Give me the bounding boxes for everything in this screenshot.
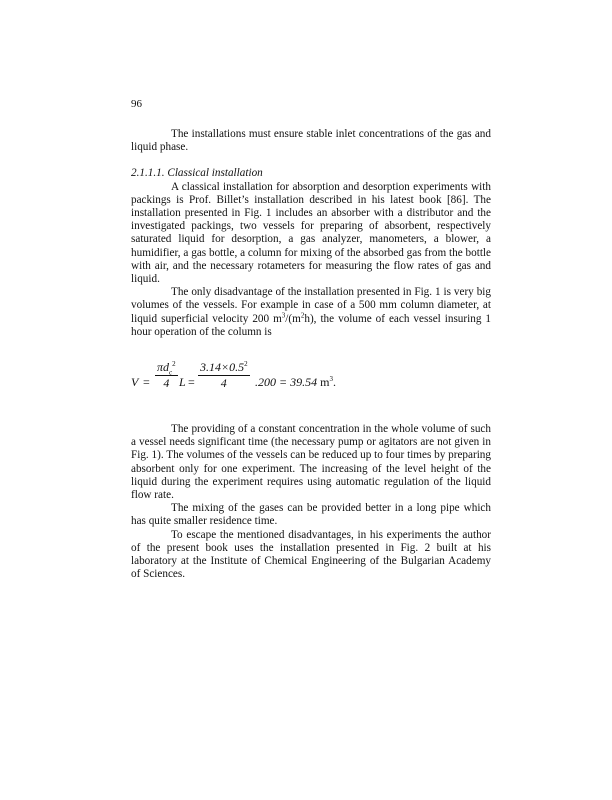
formula-unit: m — [320, 375, 330, 390]
formula-L: L — [179, 375, 186, 390]
frac2-num-sup: 2 — [244, 360, 248, 369]
section-heading: 2.1.1.1. Classical installation — [131, 167, 263, 180]
paragraph-gas-mixing: The mixing of the gases can be provided better in a long pipe which has quite smaller residence time. — [131, 502, 491, 528]
paragraph-classical-installation: A classical installation for absorption and desorption experiments with packings is Prof. Billet’s installation described in his latest book [86]. The installation presented in Fig. 1 includes an absorber with a distributor and the investigated packings, two vessels for preparing of absorbent, respectively saturated liquid for desorption, a gas analyzer, manometers, a blower, a humidifier, a gas bottle, a column for mixing of the absorbed gas from the bottle with air, and the necessary rotameters for measuring the flow rates of gas and liquid. — [131, 180, 491, 286]
intro-paragraph: The installations must ensure stable inlet concentrations of the gas and liquid phase. — [131, 128, 491, 154]
p2-text-b: /(m — [285, 312, 301, 325]
frac1-num-sup: 2 — [172, 360, 176, 369]
volume-formula — [131, 355, 491, 411]
p2-sup-2: 2 — [300, 310, 305, 319]
formula-equals-1: = — [143, 375, 150, 390]
formula-end: . — [332, 375, 336, 390]
fraction-2-numerator — [198, 361, 250, 376]
formula-fraction-1 — [155, 361, 178, 390]
body-text — [131, 128, 491, 581]
formula-equals-2: = — [188, 375, 195, 390]
formula-lhs: V — [131, 375, 139, 390]
fraction-1-denominator: 4 — [163, 376, 170, 391]
formula-result-text: .200 = 39.54 — [255, 375, 321, 390]
frac2-num-text: 3.14×0.5 — [200, 360, 245, 375]
page-number: 96 — [131, 98, 142, 110]
frac1-num-sub: c — [169, 368, 173, 377]
paragraph-constant-concentration: The providing of a constant concentration in the whole volume of such a vessel needs significant time (the necessary pump or agitators are not given in Fig. 1). The volumes of the vessels can be reduced up to four times by preparing absorbent only for one experiment. The increasing of the level height of the liquid during the experiment requires using automatic regulation of the liquid flow rate. — [131, 423, 491, 502]
paragraph-author-installation: To escape the mentioned disadvantages, in his experiments the author of the present book uses the installation presented in Fig. 2 built at his laboratory at the Institute of Chemical Engineering of the Bulgarian Academy of Sciences. — [131, 528, 491, 581]
p2-sup-3: 3 — [281, 310, 286, 319]
paragraph-disadvantage — [131, 286, 491, 339]
fraction-2-denominator: 4 — [220, 376, 227, 391]
p2-text-a: The only disadvantage of the installation presented in Fig. 1 is very big volumes of the vessels. For example in case of a 500 mm column diameter, at liquid superficial velocity 200 m — [131, 286, 491, 325]
fraction-1-numerator — [155, 361, 178, 376]
p2-text-c: h), the volume of each vessel insuring 1 hour operation of the column is — [131, 312, 491, 338]
frac1-num-text: πd — [157, 360, 170, 375]
formula-fraction-2 — [198, 361, 250, 390]
formula-unit-sup: 3 — [329, 375, 333, 384]
formula-result — [255, 376, 336, 389]
